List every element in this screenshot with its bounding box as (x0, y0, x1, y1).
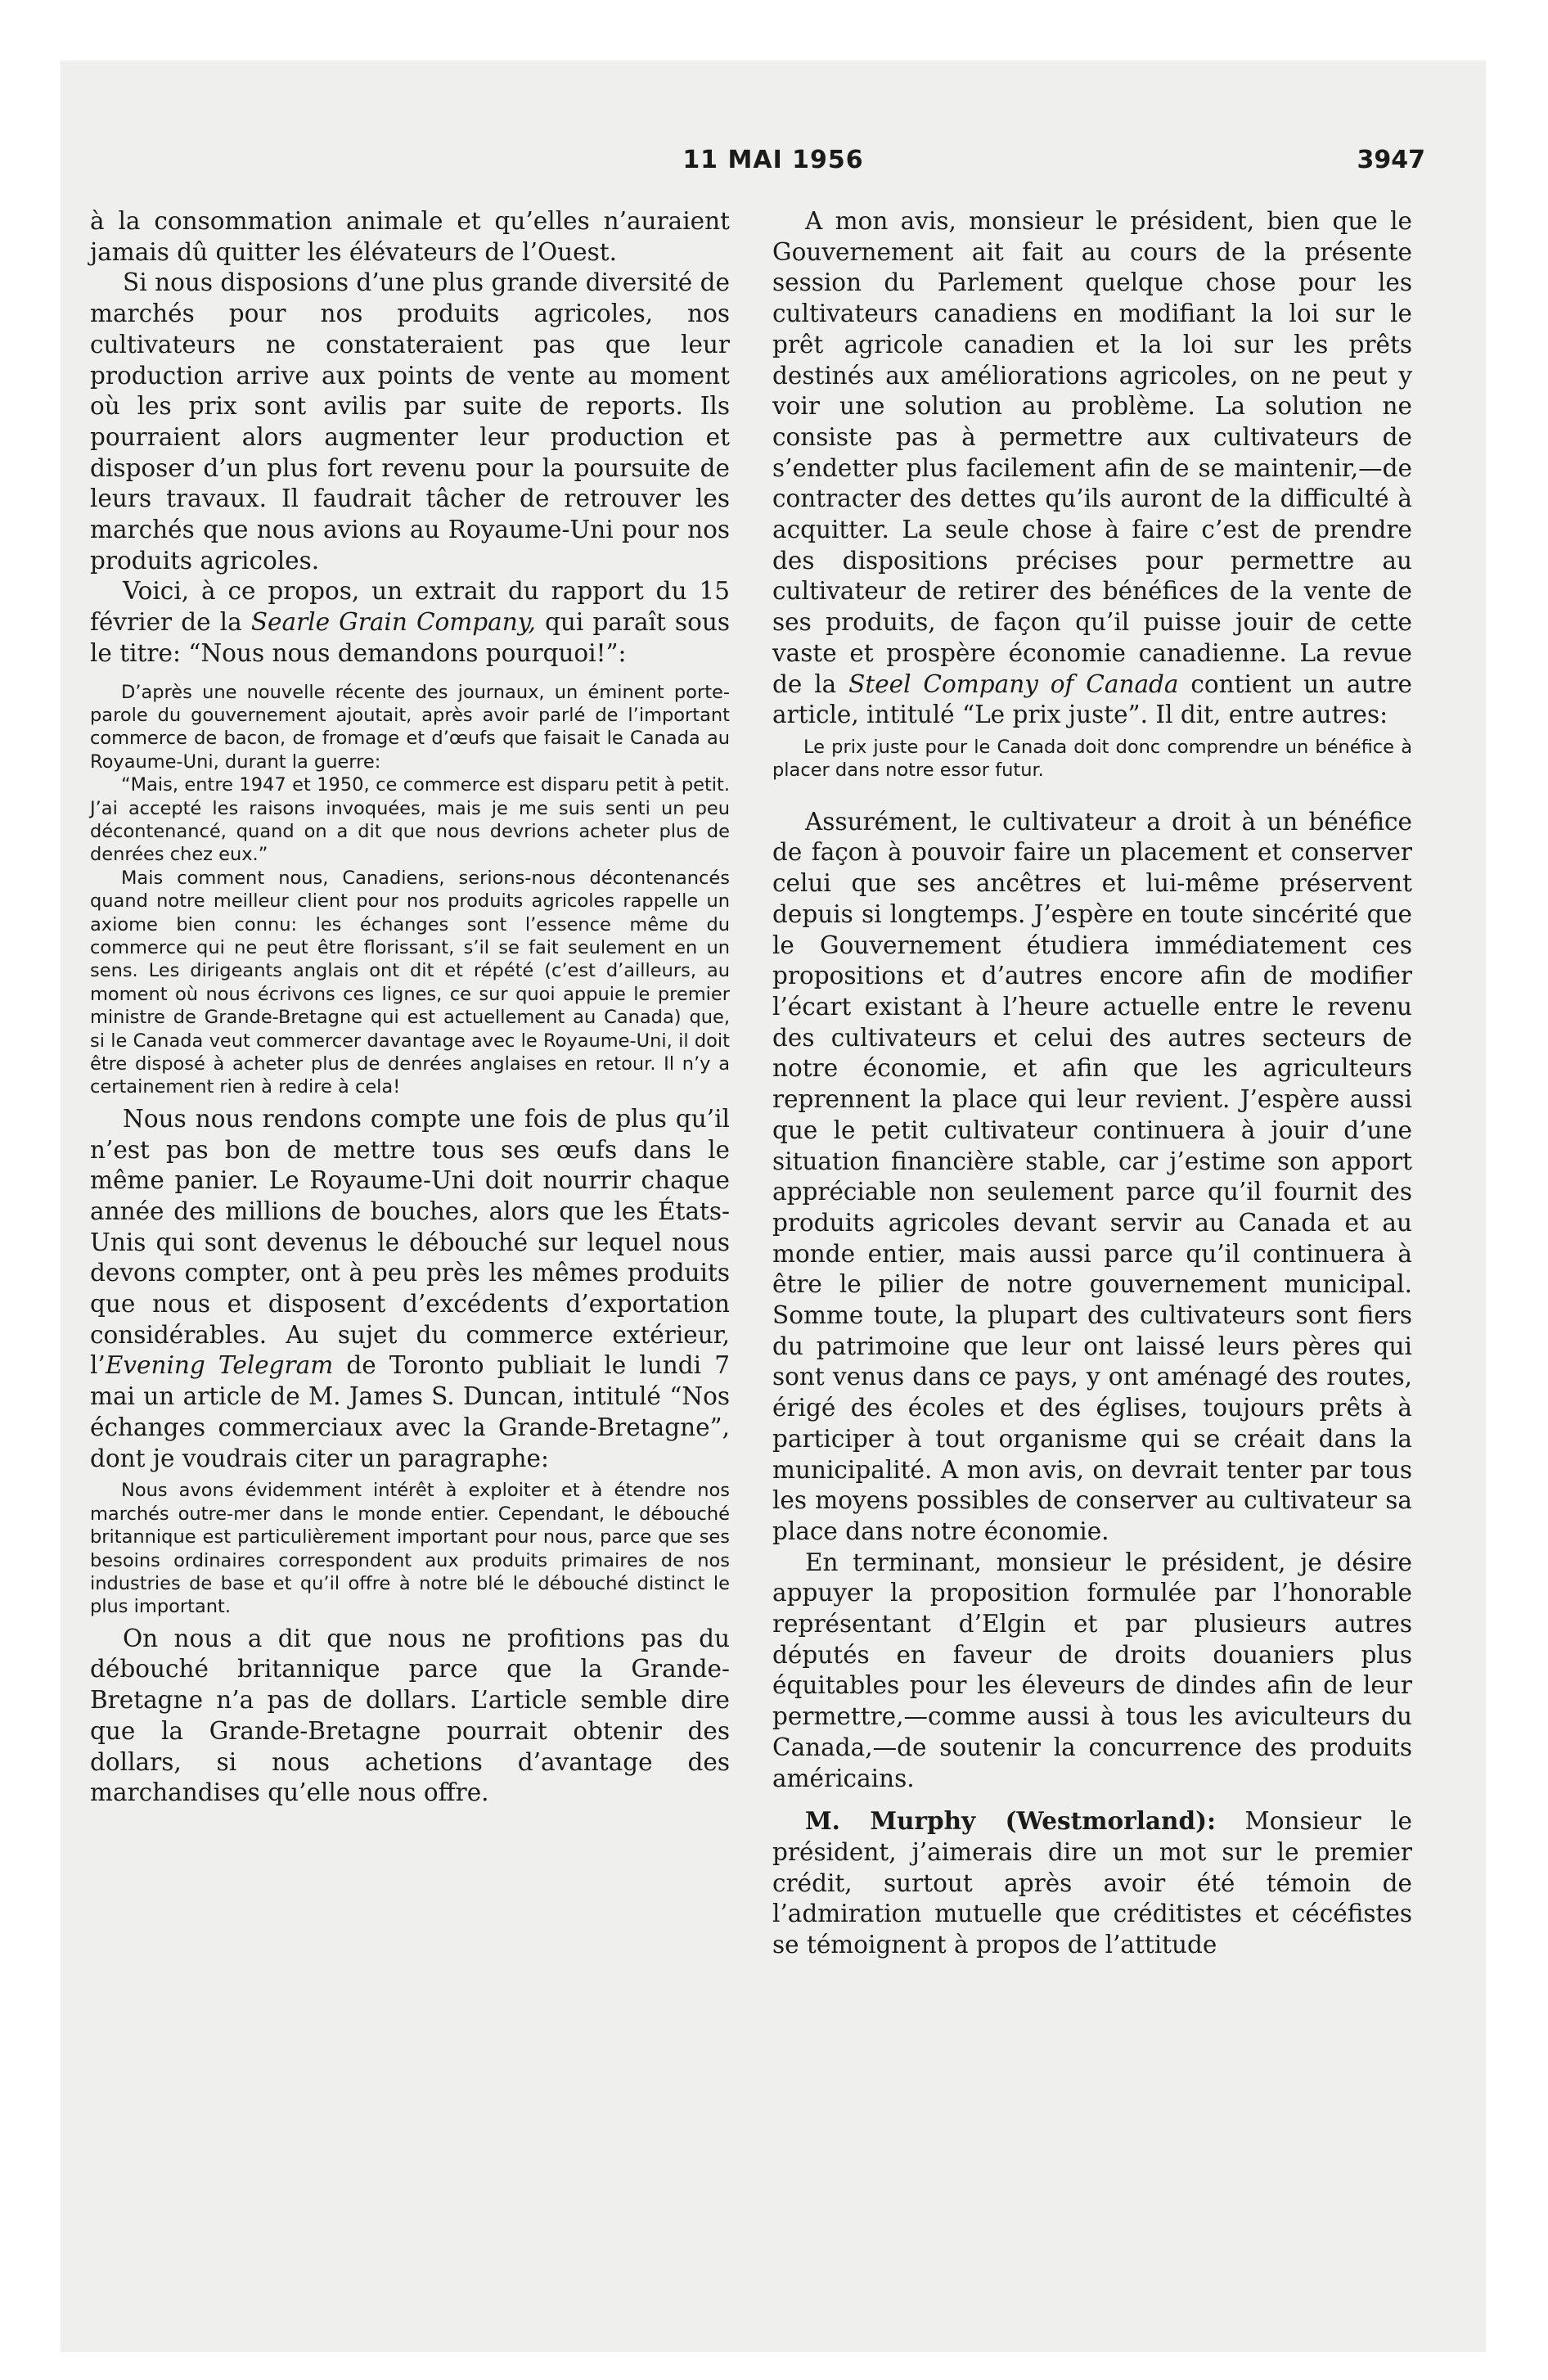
text-run: A mon avis, monsieur le président, bien que le Gouvernement ait fait au cours de la présente session du Parlement quelque chose pour les cultivateurs canadiens en modifiant la loi sur le prêt agricole canadien et la loi sur les prêts destinés aux améliorations agricoles, on ne peut y voir une solution au problème. La solution ne consiste pas à permettre aux cultivateurs de s’endetter plus facilement afin de se maintenir,—de contracter des dettes qu’ils auront de la difficulté à acquitter. La seule chose à faire c’est de prendre des dispositions précises pour permettre au cultivateur de retirer des bénéfices de la vente de ses produits, de façon qu’il puisse jouir de cette vaste et prospère économie canadienne. La revue de la (772, 207, 1412, 698)
page-header (61, 146, 1486, 187)
newspaper-name: Evening Telegram (105, 1351, 334, 1380)
text-run: Voici, à ce propos, un extrait du rapport du 15 février de la (90, 577, 730, 637)
quotation: Mais comment nous, Canadiens, serions-nous décontenancés quand notre meilleur client pour nos produits agricoles rappelle un axiome bien connu: les échanges sont l’essence même du commerce qui ne peut être florissant, s’il se fait seulement en un sens. Les dirigeants anglais ont dit et répété (c’est d’ailleurs, au moment où nous écrivons ces lignes, ce sur quoi appuie le premier ministre de Grande-Bretagne qui est actuellement au Canada) que, si le Canada veut commercer davantage avec le Royaume-Uni, il doit être disposé à acheter plus de denrées anglaises en retour. Il n’y a certainement rien à redire à cela! (90, 867, 730, 1098)
paragraph (772, 206, 1412, 731)
text-run: qui paraît sous le titre: “Nous nous demandons pourquoi!”: (90, 608, 730, 667)
company-name: Searle Grain Company, (250, 608, 536, 637)
speaker-name: M. Murphy (Westmorland): (805, 1806, 1216, 1836)
quotation: D’après une nouvelle récente des journaux, un éminent porte-parole du gouvernement ajoutait, après avoir parlé de l’important commerce de bacon, de fromage et d’œufs que faisait le Canada au Royaume-Uni, durant la guerre: (90, 681, 730, 773)
text-run: Nous nous rendons compte une fois de plus qu’il n’est pas bon de mettre tous ses œufs dans le même panier. Le Royaume-Uni doit nourrir chaque année des millions de bouches, alors que les États-Unis qui sont devenus le débouché sur lequel nous devons compter, ont à peu près les mêmes produits que nous et disposent d’excédents d’exportation considérables. Au sujet du commerce extérieur, l’ (90, 1104, 730, 1380)
page-number: 3947 (1357, 146, 1425, 174)
text-run: contient un autre article, intitulé “Le prix juste”. Il dit, entre autres: (772, 669, 1413, 729)
scanned-page (61, 61, 1486, 2352)
paragraph (772, 1805, 1412, 1961)
paragraph (90, 1104, 730, 1474)
right-column (772, 206, 1412, 1961)
quotation: Nous avons évidemment intérêt à exploiter et à étendre nos marchés outre-mer dans le monde entier. Cependant, le débouché britannique est particulièrement important pour nous, parce que ses besoins ordinaires correspondent aux produits primaires de nos industries de base et qu’il offre à notre blé le débouché distinct le plus important. (90, 1480, 730, 1618)
paragraph: On nous a dit que nous ne profitions pas du débouché britannique parce que la Grande-Bretagne n’a pas de dollars. L’article semble dire que la Grande-Bretagne pourrait obtenir des dollars, si nous achetions d’avantage des marchandises qu’elle nous offre. (90, 1624, 730, 1807)
company-name: Steel Company of Canada (848, 669, 1179, 698)
text-run: de Toronto publiait le lundi 7 mai un article de M. James S. Duncan, intitulé “Nos échanges commerciaux avec la Grande-Bretagne”, dont je voudrais citer un paragraphe: (90, 1351, 730, 1472)
paragraph: En terminant, monsieur le président, je désire appuyer la proposition formulée par l’honorable représentant d’Elgin et par plusieurs autres députés en faveur de droits douaniers plus équitables pour les éleveurs de dindes afin de leur permettre,—comme aussi à tous les aviculteurs du Canada,—de soutenir la concurrence des produits américains. (772, 1548, 1412, 1792)
paragraph: Assurément, le cultivateur a droit à un bénéfice de façon à pouvoir faire un placement et conserver celui que ses ancêtres et lui-même préservent depuis si longtemps. J’espère en toute sincérité que le Gouvernement étudiera immédiatement ces propositions et d’autres encore afin de modifier l’écart existant à l’heure actuelle entre le revenu des cultivateurs et celui des autres secteurs de notre économie, et afin que les agriculteurs reprennent la place qui leur revient. J’espère aussi que le petit cultivateur continuera à jouir d’une situation financière stable, car j’estime son apport appréciable non seulement parce qu’il fournit des produits agricoles devant servir au Canada et au monde entier, mais aussi parce qu’il continuera à être le pilier de notre gouvernement municipal. Somme toute, la plupart des cultivateurs sont fiers du patrimoine que leur ont laissé leurs pères qui sont venus dans ce pays, y ont aménagé des routes, érigé des écoles et des églises, toujours prêts à participer à tout organisme qui se créait dans la municipalité. A mon avis, on devrait tenter par tous les moyens possibles de conserver au cultivateur sa place dans notre économie. (772, 807, 1412, 1545)
text-run: Monsieur le président, j’aimerais dire un mot sur le premier crédit, surtout après avoir été témoin de l’admiration mutuelle que créditistes et cécéfistes se témoignent à propos de l’attitude (772, 1807, 1412, 1959)
quotation: “Mais, entre 1947 et 1950, ce commerce est disparu petit à petit. J’ai accepté les raisons invoquées, mais je me suis senti un peu décontenancé, quand on a dit que nous devrions acheter plus de denrées chez eux.” (90, 774, 730, 866)
paragraph (90, 576, 730, 669)
left-column (90, 206, 730, 1809)
paragraph: à la consommation animale et qu’elles n’auraient jamais dû quitter les élévateurs de l’Ouest. (90, 207, 730, 266)
paragraph: Si nous disposions d’une plus grande diversité de marchés pour nos produits agricoles, nos cultivateurs ne constateraient pas que leur production arrive aux points de vente au moment où les prix sont avilis par suite de reports. Ils pourraient alors augmenter leur production et disposer d’un plus fort revenu pour la poursuite de leurs travaux. Il faudrait tâcher de retrouver les marchés que nous avions au Royaume-Uni pour nos produits agricoles. (90, 268, 730, 575)
header-date: 11 MAI 1956 (682, 146, 864, 174)
quotation: Le prix juste pour le Canada doit donc comprendre un bénéfice à placer dans notre essor futur. (772, 736, 1412, 782)
